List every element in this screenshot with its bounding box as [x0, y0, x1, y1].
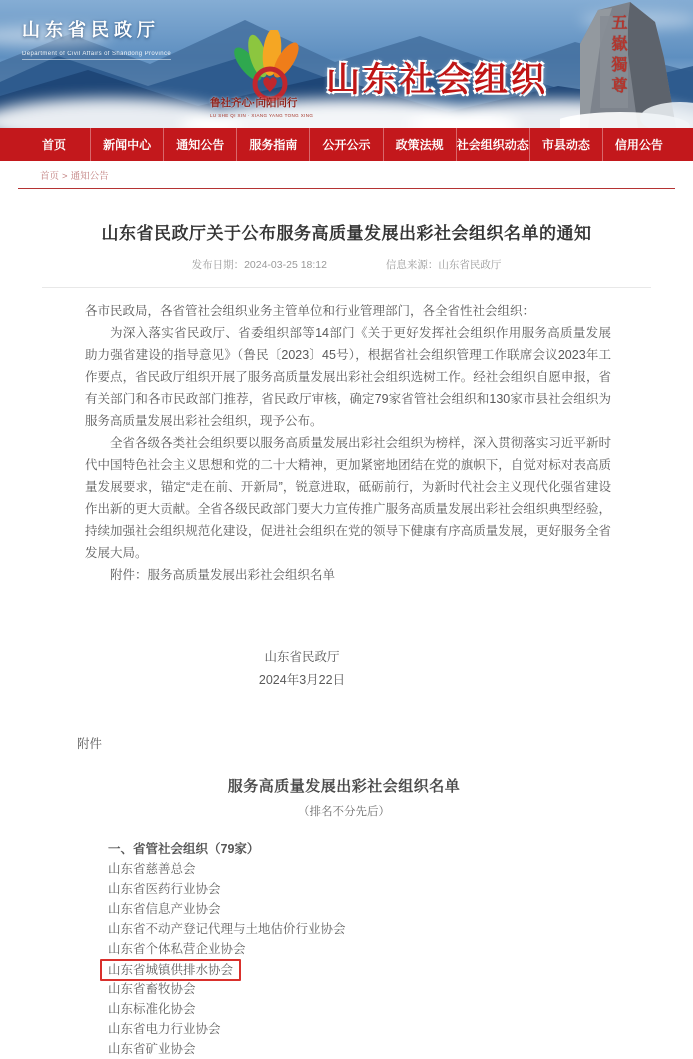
- nav-item[interactable]: 公开公示: [310, 128, 383, 161]
- article-body: [42, 288, 651, 692]
- org-list-section: [108, 839, 611, 1059]
- publish-date: 2024-03-25 18:12: [244, 259, 327, 271]
- paragraph-2: 全省各级各类社会组织要以服务高质量发展出彩社会组织为榜样，深入贯彻落实习近平新时代中国特色社会主义思想和党的二十大精神，更加紧密地团结在党的旗帜下，自觉对标对表高质量发展要求，锚定“走在前、开新局”，锐意进取，砥砺前行，为新时代社会主义现代化强省建设作出新的更大贡献。全省各级民政部门要大力宣传推广服务高质量发展出彩社会组织典型经验，持续加强社会组织规范化建设，促进社会组织在党的领导下健康有序高质量发展，更好服务全省发展大局。: [85, 436, 611, 560]
- org-name: 山东省医药行业协会: [108, 882, 221, 896]
- paragraph-1: 为深入落实省民政厅、省委组织部等14部门《关于更好发挥社会组织作用服务高质量发展助力强省建设的指导意见》（鲁民〔2023〕45号），根据省社会组织管理工作联席会议2023年工作要点，省民政厅组织开展了服务高质量发展出彩社会组织选树工作。经社会组织自愿申报，省有关部门和各市民政部门推荐，省民政厅审核，确定79家省管社会组织和130家市县社会组织为服务高质量发展出彩社会组织，现予公布。: [85, 326, 611, 428]
- list-item: [108, 999, 611, 1019]
- list-item: [108, 1019, 611, 1039]
- list-item: [108, 979, 611, 999]
- brand-tagline-en: LU SHE QI XIN · XIANG YANG TONG XING: [210, 113, 314, 118]
- salutation: 各市民政局，各省管社会组织业务主管单位和行业管理部门，各全省性社会组织：: [85, 304, 536, 318]
- page-title: 山东省民政厅关于公布服务高质量发展出彩社会组织名单的通知: [101, 224, 592, 243]
- nav-item[interactable]: 新闻中心: [91, 128, 164, 161]
- appendix-label: 附件: [77, 737, 103, 751]
- breadcrumb: [18, 161, 675, 189]
- org-name: 山东省畜牧协会: [108, 982, 196, 996]
- nav-item[interactable]: 通知公告: [164, 128, 237, 161]
- nav-item[interactable]: 市县动态: [530, 128, 603, 161]
- org-name: 山东省矿业协会: [108, 1042, 196, 1056]
- org-name: 山东省不动产登记代理与土地估价行业协会: [108, 922, 346, 936]
- signature-date: 2024年3月22日: [258, 673, 346, 687]
- site-brand: [210, 30, 548, 122]
- article: [0, 219, 693, 1059]
- org-name: 山东省城镇供排水协会: [100, 959, 241, 981]
- org-name: 山东省个体私营企业协会: [108, 942, 246, 956]
- main-nav: [0, 128, 693, 161]
- nav-item[interactable]: 社会组织动态: [457, 128, 530, 161]
- section-heading: 一、省管社会组织（79家）: [108, 842, 260, 856]
- dept-name-en: Department of Civil Affairs of Shandong Province: [22, 51, 171, 60]
- breadcrumb-current-link[interactable]: 通知公告: [70, 171, 109, 182]
- org-name: 山东省慈善总会: [108, 862, 196, 876]
- attachment-reference: 附件：服务高质量发展出彩社会组织名单: [110, 568, 336, 582]
- list-item: [108, 859, 611, 879]
- signature-block: [39, 646, 565, 692]
- list-item: [108, 919, 611, 939]
- list-item: [108, 939, 611, 959]
- publish-date-label: 发布日期：: [191, 259, 245, 271]
- source-value: 山东省民政厅: [438, 259, 502, 271]
- nav-item[interactable]: 政策法规: [384, 128, 457, 161]
- dept-logo: [22, 16, 171, 60]
- breadcrumb-separator: >: [62, 171, 68, 182]
- nav-item[interactable]: 服务指南: [237, 128, 310, 161]
- org-list: [108, 859, 611, 1059]
- mount-tai-monument: [560, 0, 693, 128]
- signature-org: 山东省民政厅: [264, 650, 340, 664]
- list-item: [108, 959, 611, 979]
- nav-item[interactable]: 信用公告: [614, 138, 663, 152]
- dept-name-cn: 山东省民政厅: [22, 20, 160, 40]
- appendix: [42, 734, 651, 1059]
- org-name: 山东标准化协会: [108, 1002, 196, 1016]
- org-name: 山东省信息产业协会: [108, 902, 221, 916]
- appendix-title: 服务高质量发展出彩社会组织名单: [227, 778, 461, 795]
- site-title: 山东社会组织: [326, 61, 548, 99]
- source-label: 信息来源：: [385, 259, 439, 271]
- monument-inscription: 五嶽獨尊: [609, 14, 626, 98]
- org-name: 山东省电力行业协会: [108, 1022, 221, 1036]
- list-item: [108, 899, 611, 919]
- breadcrumb-home-link[interactable]: 首页: [40, 171, 60, 182]
- nav-item[interactable]: 首页: [18, 128, 91, 161]
- brand-tagline-cn: 鲁社齐心·向阳同行: [210, 97, 298, 109]
- site-banner: [0, 0, 693, 128]
- article-meta: [42, 257, 651, 272]
- appendix-subtitle: （排名不分先后）: [298, 806, 390, 818]
- list-item: [108, 879, 611, 899]
- list-item: [108, 1039, 611, 1059]
